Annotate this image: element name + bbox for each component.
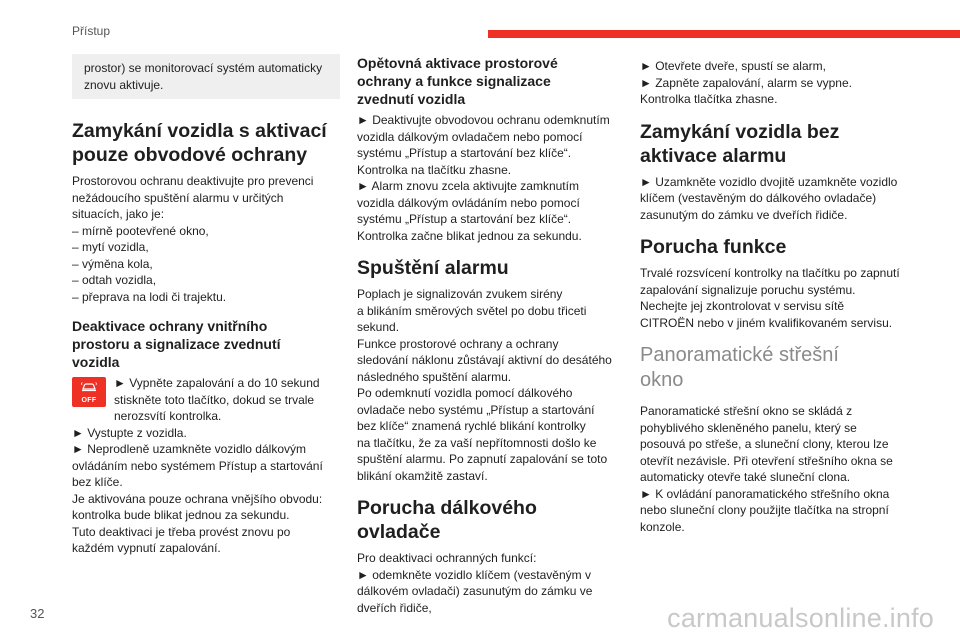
text-line: Kontrolka začne blikat jednou za sekundu. (357, 228, 582, 243)
watermark-text: carmanualsonline.info (667, 603, 934, 633)
text-line: blikání okamžitě zastaví. (357, 468, 488, 483)
note-line: znovu aktivuje. (84, 77, 164, 92)
column-2 (357, 54, 625, 616)
text-line: bez klíče. (72, 475, 123, 489)
porucha-dalk-text (357, 550, 625, 616)
text-line: ► Vypněte zapalování a do 10 sekund (114, 376, 320, 390)
off-button-instruction (72, 375, 340, 408)
text-line: situacích, jako je: (72, 207, 165, 221)
text-line: Po odemknutí vozidla pomocí dálkového (357, 386, 573, 400)
text-line: klíčem (vestavěným do dálkového ovladače) (640, 191, 877, 205)
text-line: systému „Přístup a startování bez klíče“. (357, 212, 572, 226)
text-line: ► K ovládání panoramatického střešního okna (640, 486, 890, 501)
text-line: Kontrolka tlačítka zhasne. (640, 92, 778, 106)
column-3 (640, 58, 908, 535)
text-line: ► Neprodleně uzamkněte vozidlo dálkovým (72, 442, 306, 456)
text-line: Poplach je signalizován zvukem sirény (357, 287, 563, 301)
off-label: OFF (81, 397, 97, 404)
column-1 (72, 54, 340, 557)
text-line: nebo sluneční clony použijte tlačítka na stropní (640, 503, 889, 517)
text-line: ovladače nebo systému „Přístup a startování (357, 402, 595, 417)
note-line: prostor) se monitorovací systém automaticky (84, 61, 323, 75)
zamykani-text (72, 173, 340, 305)
text-line: Funkce prostorové ochrany a ochrany (357, 336, 559, 351)
porucha-funkce-text (640, 265, 908, 331)
heading-spusteni-alarmu: Spuštění alarmu (357, 257, 509, 279)
text-line: posouvá po střeše, a sluneční clony, kterou lze (640, 437, 889, 451)
note-box (72, 54, 340, 99)
list-item: – mírně pootevřené okno, (72, 223, 209, 238)
text-line: Je aktivována pouze ochrana vnějšího obvodu: (72, 491, 323, 506)
text-line: na tlačítku, že za vaší nepřítomnosti došlo ke (357, 435, 597, 450)
text-line: sekund. (357, 320, 400, 334)
text-line: pohyblivého skleněného panelu, který se (640, 420, 857, 435)
spusteni-text (357, 286, 625, 484)
text-line: ► Deaktivujte obvodovou ochranu odemknutím (357, 113, 610, 127)
text-line: následného spuštění alarmu. (357, 369, 512, 384)
text-line: nerozsvítí kontrolka. (114, 409, 222, 423)
alarm-off-icon (72, 377, 106, 407)
text-line: sledování náklonu zůstávají aktivní do desátého (357, 353, 612, 367)
heading-panoramaticke-okno: Panoramatické střešní okno (640, 344, 839, 391)
text-line: zapalování signalizuje poruchu systému. (640, 282, 856, 297)
text-line: Trvalé rozsvícení kontrolky na tlačítku po zapnutí (640, 266, 900, 280)
text-line: konzole. (640, 519, 685, 534)
text-line: Pro deaktivaci ochranných funkcí: (357, 551, 537, 565)
heading-zamykani: Zamykání vozidla s aktivací pouze obvodové ochrany (72, 120, 327, 166)
text-line: ► Alarm znovu zcela aktivujte zamknutím (357, 179, 579, 193)
text-line: spuštění alarmu. Po zapnutí zapalování se toto (357, 452, 608, 466)
heading-deaktivace: Deaktivace ochrany vnitřního prostoru a signalizace zvednutí vozidla (72, 318, 281, 370)
text-line: Tuto deaktivaci je třeba provést znovu po (72, 524, 291, 539)
text-line: vozidla dálkovým ovladačem nebo pomocí (357, 129, 583, 144)
text-line: systému „Přístup a startování bez klíče“. (357, 146, 572, 160)
list-item: – odtah vozidla, (72, 273, 157, 287)
text-line: stiskněte toto tlačítko, dokud se trvale (114, 392, 315, 407)
text-line: automaticky otevře také sluneční clona. (640, 470, 851, 484)
text-line: otevřít nezávisle. Při otevření střešního okna se (640, 453, 893, 468)
text-line: dálkovém ovladači) zasunutým do zámku ve (357, 584, 593, 598)
text-line: Kontrolka na tlačítku zhasne. (357, 162, 512, 177)
text-line: bez klíče“ znamená rychlé blikání kontrolky (357, 419, 586, 433)
text-line: ► Vystupte z vozidla. (72, 425, 187, 440)
header-accent-bar (488, 30, 960, 38)
continuation-text (640, 58, 908, 108)
text-line: každém vypnutí zapalování. (72, 541, 221, 555)
list-item: – výměna kola, (72, 256, 153, 271)
heading-opetovna-aktivace: Opětovná aktivace prostorové ochrany a funkce signalizace zvednutí vozidla (357, 55, 558, 107)
text-line: zasunutým do zámku ve dveřích řidiče. (640, 207, 848, 222)
heading-zamykani-bez-alarmu: Zamykání vozidla bez aktivace alarmu (640, 120, 840, 167)
text-line: nežádoucího spuštění alarmu v určitých (72, 190, 284, 205)
text-line: ► Otevřete dveře, spustí se alarm, (640, 59, 826, 73)
text-line: CITROËN nebo v jiném kvalifikovaném servisu. (640, 315, 893, 330)
bez-alarmu-text (640, 174, 908, 224)
car-lift-icon (81, 382, 97, 392)
text-line: ovládáním nebo systémem Přístup a startování (72, 458, 323, 473)
text-line: ► Zapněte zapalování, alarm se vypne. (640, 75, 852, 90)
deaktivace-text (72, 375, 340, 557)
text-line: kontrolka bude blikat jednou za sekundu. (72, 508, 290, 522)
panorama-text (640, 403, 908, 535)
page-number: 32 (30, 606, 45, 621)
heading-porucha-funkce: Porucha funkce (640, 236, 787, 258)
text-line: dveřích řidiče, (357, 600, 432, 615)
header-section-title: Přístup (72, 24, 111, 38)
text-line: ► odemkněte vozidlo klíčem (vestavěným v (357, 567, 591, 582)
heading-porucha-dalkoveho-ovladace: Porucha dálkového ovladače (357, 497, 537, 543)
opetovna-text (357, 112, 625, 244)
text-line: Panoramatické střešní okno se skládá z (640, 404, 853, 418)
text-line: Nechejte jej zkontrolovat v servisu sítě (640, 299, 845, 313)
text-line: vozidla dálkovým ovládáním nebo pomocí (357, 195, 580, 210)
text-line: ► Uzamkněte vozidlo dvojitě uzamkněte vozidlo (640, 174, 898, 189)
text-line: a blikáním směrových světel po dobu třiceti (357, 303, 587, 318)
list-item: – přeprava na lodi či trajektu. (72, 289, 227, 304)
list-item: – mytí vozidla, (72, 240, 149, 254)
text-line: Prostorovou ochranu deaktivujte pro prevenci (72, 174, 314, 188)
